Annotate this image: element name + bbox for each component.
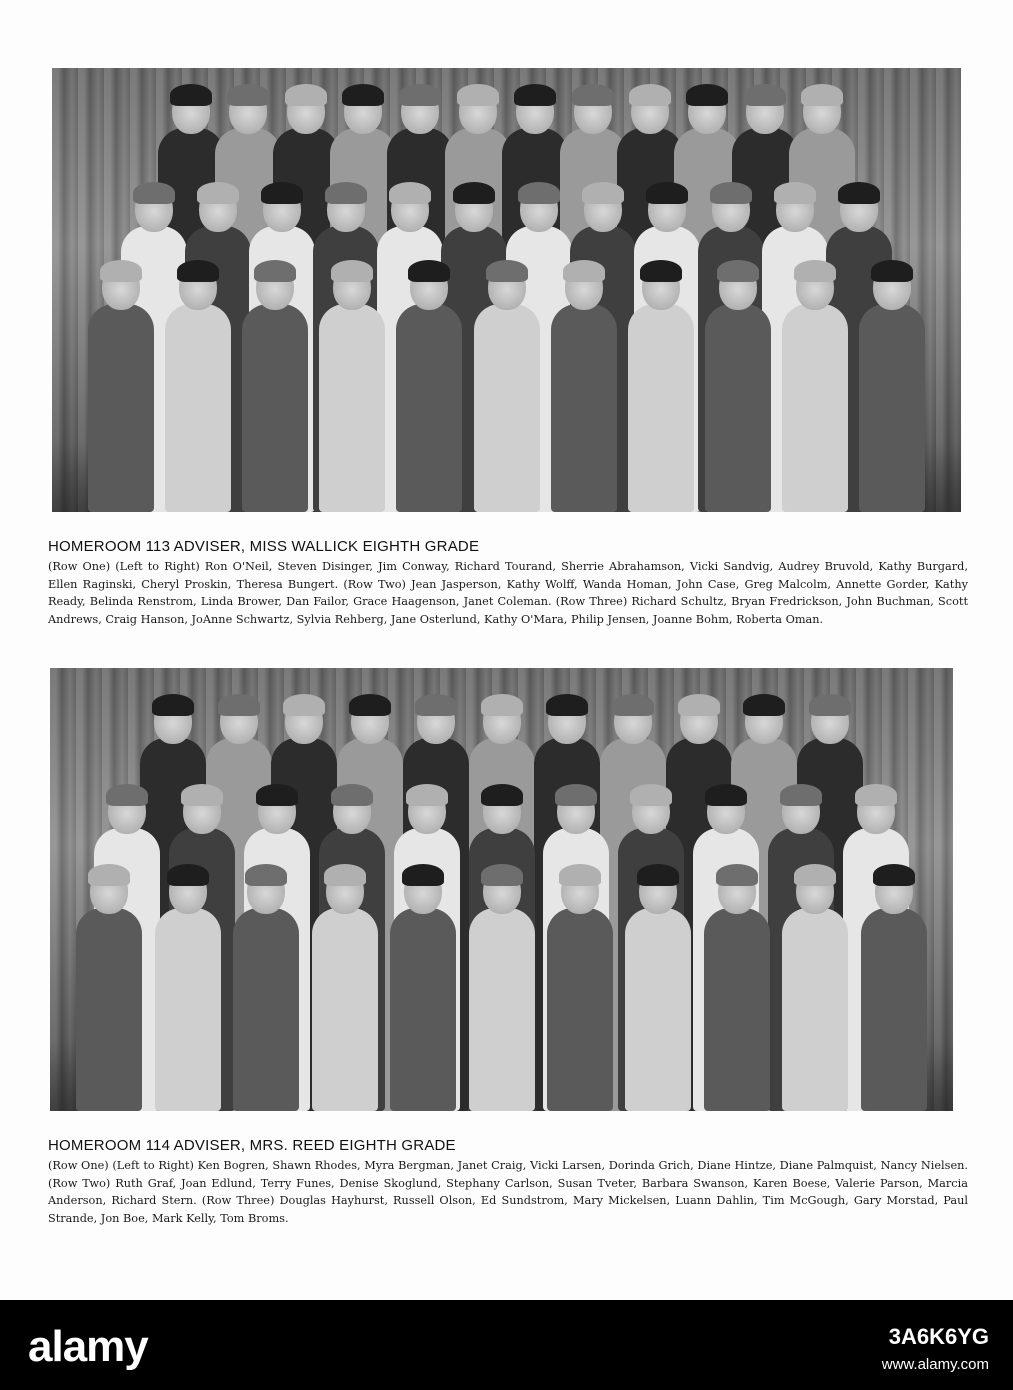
student-figure bbox=[697, 868, 777, 1111]
image-id: 3A6K6YG bbox=[888, 1324, 989, 1349]
student-hair bbox=[457, 84, 499, 106]
student-body bbox=[782, 304, 848, 512]
student-hair bbox=[218, 694, 260, 716]
student-figure bbox=[148, 868, 228, 1111]
student-body bbox=[312, 908, 378, 1111]
student-figure bbox=[775, 868, 855, 1111]
student-hair bbox=[415, 694, 457, 716]
student-hair bbox=[331, 784, 373, 806]
student-hair bbox=[402, 864, 444, 886]
student-hair bbox=[780, 784, 822, 806]
student-hair bbox=[181, 784, 223, 806]
student-hair bbox=[871, 260, 913, 282]
student-hair bbox=[170, 84, 212, 106]
student-hair bbox=[514, 84, 556, 106]
student-hair bbox=[133, 182, 175, 204]
student-hair bbox=[245, 864, 287, 886]
student-hair bbox=[342, 84, 384, 106]
student-body bbox=[242, 304, 308, 512]
student-hair bbox=[256, 784, 298, 806]
student-hair bbox=[838, 182, 880, 204]
student-body bbox=[859, 304, 925, 512]
student-body bbox=[551, 304, 617, 512]
student-body bbox=[705, 304, 771, 512]
student-hair bbox=[716, 864, 758, 886]
student-hair bbox=[331, 260, 373, 282]
student-hair bbox=[855, 784, 897, 806]
student-body bbox=[469, 908, 535, 1111]
student-hair bbox=[197, 182, 239, 204]
student-hair bbox=[563, 260, 605, 282]
student-body bbox=[76, 908, 142, 1111]
homeroom-113-names: (Row One) (Left to Right) Ron O'Neil, Steven Disinger, Jim Conway, Richard Tourand, Sherrie Abrahamson, Vicki Sandvig, Audrey Bruvold, Kathy Burgard, Ellen Raginski, Cheryl Proskin, Theresa Bungert. (Row Two) Jean Jasperson, Kathy Wolff, Wanda Homan, John Case, Greg Malcolm, Annette Gorder, Kathy Ready, Belinda Renstrom, Linda Brower, Dan Failor, Grace Haagenson, Janet Coleman. (Row Three) Richard Schultz, Bryan Fredrickson, John Buchman, Scott Andrews, Craig Hanson, JoAnne Schwartz, Sylvia Rehberg, Jane Osterlund, Kathy O'Mara, Philip Jensen, Joanne Bohm, Roberta Oman. bbox=[48, 560, 968, 626]
class-photo-homeroom-114 bbox=[50, 668, 953, 1111]
student-hair bbox=[640, 260, 682, 282]
homeroom-113-title: HOMEROOM 113 ADVISER, MISS WALLICK EIGHTH GRADE bbox=[48, 538, 480, 555]
student-hair bbox=[678, 694, 720, 716]
student-hair bbox=[408, 260, 450, 282]
student-hair bbox=[630, 784, 672, 806]
student-body bbox=[165, 304, 231, 512]
student-hair bbox=[555, 784, 597, 806]
image-reference bbox=[882, 1324, 989, 1373]
student-hair bbox=[152, 694, 194, 716]
student-body bbox=[396, 304, 462, 512]
student-figure bbox=[467, 264, 547, 512]
student-figure bbox=[312, 264, 392, 512]
student-figure bbox=[69, 868, 149, 1111]
student-hair bbox=[546, 694, 588, 716]
student-hair bbox=[283, 694, 325, 716]
student-figure bbox=[621, 264, 701, 512]
student-figure bbox=[383, 868, 463, 1111]
student-hair bbox=[629, 84, 671, 106]
student-hair bbox=[873, 864, 915, 886]
student-body bbox=[547, 908, 613, 1111]
student-hair bbox=[453, 182, 495, 204]
student-hair bbox=[646, 182, 688, 204]
student-hair bbox=[612, 694, 654, 716]
class-photo-homeroom-113 bbox=[52, 68, 961, 512]
student-figure bbox=[158, 264, 238, 512]
student-hair bbox=[794, 864, 836, 886]
student-hair bbox=[809, 694, 851, 716]
student-hair bbox=[743, 694, 785, 716]
alamy-logo: alamy bbox=[28, 1322, 148, 1371]
student-figure bbox=[462, 868, 542, 1111]
student-hair bbox=[518, 182, 560, 204]
student-hair bbox=[100, 260, 142, 282]
student-figure bbox=[305, 868, 385, 1111]
student-figure bbox=[854, 868, 934, 1111]
student-hair bbox=[106, 784, 148, 806]
student-body bbox=[390, 908, 456, 1111]
student-hair bbox=[486, 260, 528, 282]
homeroom-114-names: (Row One) (Left to Right) Ken Bogren, Shawn Rhodes, Myra Bergman, Janet Craig, Vicki Larsen, Dorinda Grich, Diane Hintze, Diane Palmquist, Nancy Nielsen. (Row Two) Ruth Graf, Joan Edlund, Terry Funes, Denise Skoglund, Stephany Carlson, Susan Tveter, Barbara Swanson, Karen Boese, Valerie Parson, Marcia Anderson, Richard Stern. (Row Three) Douglas Hayhurst, Russell Olson, Ed Sundstrom, Mary Mickelsen, Luann Dahlin, Tim McGough, Gary Morstad, Paul Strande, Jon Boe, Mark Kelly, Tom Broms. bbox=[48, 1159, 968, 1225]
student-hair bbox=[710, 182, 752, 204]
student-figure bbox=[544, 264, 624, 512]
student-hair bbox=[801, 84, 843, 106]
student-hair bbox=[177, 260, 219, 282]
student-hair bbox=[481, 784, 523, 806]
student-figure bbox=[81, 264, 161, 512]
student-hair bbox=[794, 260, 836, 282]
student-hair bbox=[572, 84, 614, 106]
student-body bbox=[474, 304, 540, 512]
student-body bbox=[155, 908, 221, 1111]
source-url: www.alamy.com bbox=[881, 1356, 989, 1373]
student-hair bbox=[774, 182, 816, 204]
student-hair bbox=[705, 784, 747, 806]
student-hair bbox=[406, 784, 448, 806]
student-body bbox=[704, 908, 770, 1111]
homeroom-114-title: HOMEROOM 114 ADVISER, MRS. REED EIGHTH GRADE bbox=[48, 1137, 456, 1154]
student-body bbox=[88, 304, 154, 512]
student-hair bbox=[582, 182, 624, 204]
student-body bbox=[233, 908, 299, 1111]
student-figure bbox=[540, 868, 620, 1111]
student-hair bbox=[227, 84, 269, 106]
student-hair bbox=[167, 864, 209, 886]
student-body bbox=[319, 304, 385, 512]
student-body bbox=[861, 908, 927, 1111]
student-body bbox=[628, 304, 694, 512]
student-hair bbox=[389, 182, 431, 204]
student-hair bbox=[261, 182, 303, 204]
student-figure bbox=[618, 868, 698, 1111]
student-hair bbox=[399, 84, 441, 106]
student-hair bbox=[285, 84, 327, 106]
student-hair bbox=[325, 182, 367, 204]
student-hair bbox=[744, 84, 786, 106]
student-hair bbox=[481, 864, 523, 886]
student-body bbox=[625, 908, 691, 1111]
student-hair bbox=[686, 84, 728, 106]
student-hair bbox=[481, 694, 523, 716]
student-hair bbox=[559, 864, 601, 886]
student-figure bbox=[226, 868, 306, 1111]
student-hair bbox=[637, 864, 679, 886]
student-body bbox=[782, 908, 848, 1111]
student-hair bbox=[88, 864, 130, 886]
student-figure bbox=[389, 264, 469, 512]
student-hair bbox=[254, 260, 296, 282]
student-figure bbox=[235, 264, 315, 512]
student-hair bbox=[717, 260, 759, 282]
student-figure bbox=[775, 264, 855, 512]
watermark-footer bbox=[0, 1300, 1013, 1390]
student-hair bbox=[349, 694, 391, 716]
student-figure bbox=[698, 264, 778, 512]
student-figure bbox=[852, 264, 932, 512]
student-hair bbox=[324, 864, 366, 886]
